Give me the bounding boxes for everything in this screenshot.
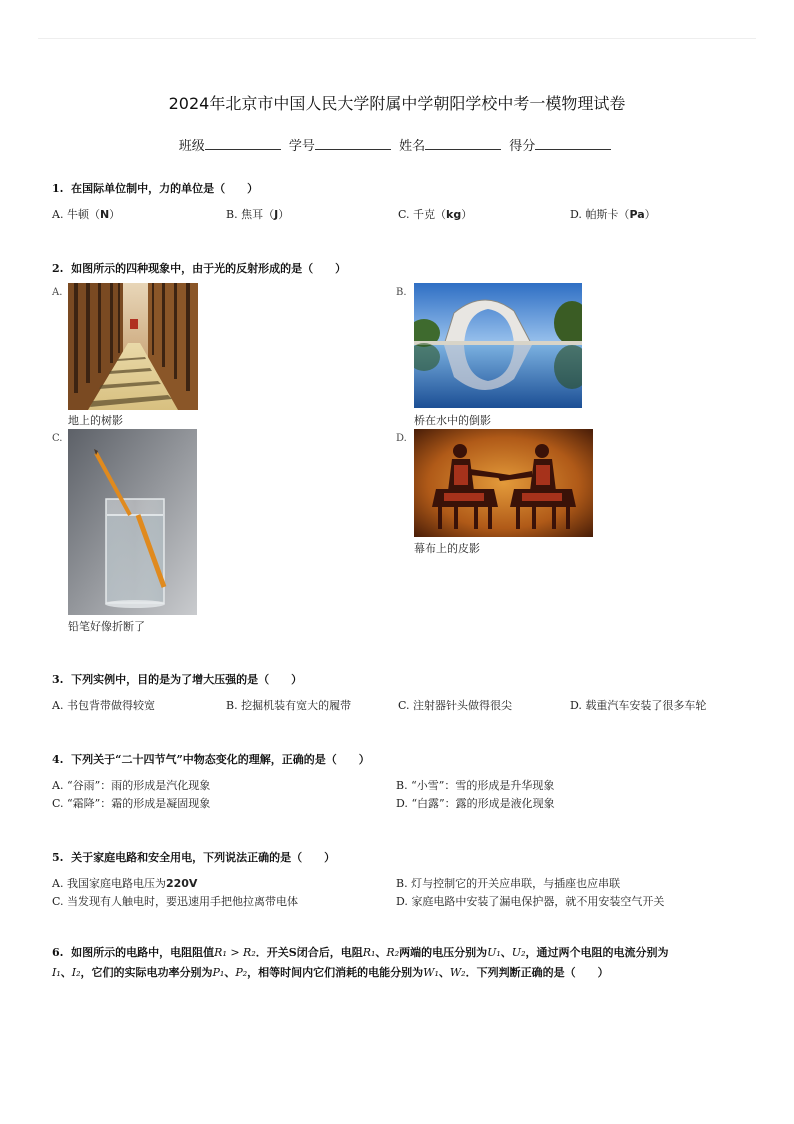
question-3-option-b[interactable]: B. 挖掘机装有宽大的履带 <box>226 699 352 712</box>
question-1-option-d[interactable]: D. 帕斯卡（Pa） <box>570 208 656 221</box>
question-2-option-a-letter: A. <box>52 287 63 298</box>
question-6-line-2: I₁、I₂，它们的实际电功率分别为P₁、P₂，相等时间内它们消耗的电能分别为W₁、W₂．下列判断正确的是（ ） <box>52 966 609 979</box>
question-3-option-c[interactable]: C. 注射器针头做得很尖 <box>398 699 513 712</box>
question-1-option-a[interactable]: A. 牛顿（N） <box>52 208 121 221</box>
question-2-option-c-letter: C. <box>52 433 63 444</box>
question-4-option-a[interactable]: A. “谷雨”：雨的形成是汽化现象 <box>52 779 211 792</box>
question-3-stem: 3. 下列实例中，目的是为了增大压强的是（ ） <box>52 673 303 686</box>
class-blank[interactable] <box>205 137 281 150</box>
question-5-option-a[interactable]: A. 我国家庭电路电压为220V <box>52 877 198 890</box>
student-id-label: 学号 <box>288 139 315 154</box>
question-1-option-b[interactable]: B. 焦耳（J） <box>226 208 290 221</box>
bridge-reflection-photo[interactable] <box>414 283 582 408</box>
question-6-stem <box>52 943 744 983</box>
question-2-option-b-letter: B. <box>396 287 407 298</box>
question-5-option-b[interactable]: B. 灯与控制它的开关应串联，与插座也应串联 <box>396 877 621 890</box>
question-4-option-c[interactable]: C. “霜降”：霜的形成是凝固现象 <box>52 797 211 810</box>
question-6-line-1: 6. 如图所示的电路中，电阻阻值R₁ > R₂．开关S闭合后，电阻R₁、R₂两端的电压分别为U₁、U₂，通过两个电阻的电流分别为 <box>52 946 669 959</box>
tree-shadow-photo[interactable] <box>68 283 198 410</box>
name-blank[interactable] <box>425 137 501 150</box>
question-5-stem: 5. 关于家庭电路和安全用电，下列说法正确的是（ ） <box>52 851 336 864</box>
question-5-option-d[interactable]: D. 家庭电路中安装了漏电保护器，就不用安装空气开关 <box>396 895 665 908</box>
question-1-option-c[interactable]: C. 千克（kg） <box>398 208 473 221</box>
pencil-in-water-photo[interactable] <box>68 429 197 615</box>
question-3-option-a[interactable]: A. 书包背带做得较宽 <box>52 699 155 712</box>
student-info-line <box>0 135 794 154</box>
question-2-option-c-caption: 铅笔好像折断了 <box>68 620 145 633</box>
header-rule <box>38 38 756 39</box>
score-label: 得分 <box>509 139 536 154</box>
question-2-option-d-caption: 幕布上的皮影 <box>414 542 480 555</box>
question-2-option-a-caption: 地上的树影 <box>68 414 123 427</box>
score-blank[interactable] <box>535 137 611 150</box>
name-label: 姓名 <box>399 139 426 154</box>
question-2-stem: 2. 如图所示的四种现象中，由于光的反射形成的是（ ） <box>52 262 347 275</box>
question-2-option-d-letter: D. <box>396 433 407 444</box>
question-4-option-b[interactable]: B. “小雪”：雪的形成是升华现象 <box>396 779 555 792</box>
student-id-blank[interactable] <box>315 137 391 150</box>
question-4-stem: 4. 下列关于“二十四节气”中物态变化的理解，正确的是（ ） <box>52 753 370 766</box>
question-3-option-d[interactable]: D. 载重汽车安装了很多车轮 <box>570 699 707 712</box>
exam-title: 2024年北京市中国人民大学附属中学朝阳学校中考一模物理试卷 <box>168 94 626 113</box>
question-2-option-b-caption: 桥在水中的倒影 <box>414 414 491 427</box>
question-4-option-d[interactable]: D. “白露”：露的形成是液化现象 <box>396 797 555 810</box>
question-1-stem: 1. 在国际单位制中，力的单位是（ ） <box>52 182 259 195</box>
class-label: 班级 <box>178 139 205 154</box>
shadow-puppet-photo[interactable] <box>414 429 593 537</box>
question-5-option-c[interactable]: C. 当发现有人触电时，要迅速用手把他拉离带电体 <box>52 895 299 908</box>
